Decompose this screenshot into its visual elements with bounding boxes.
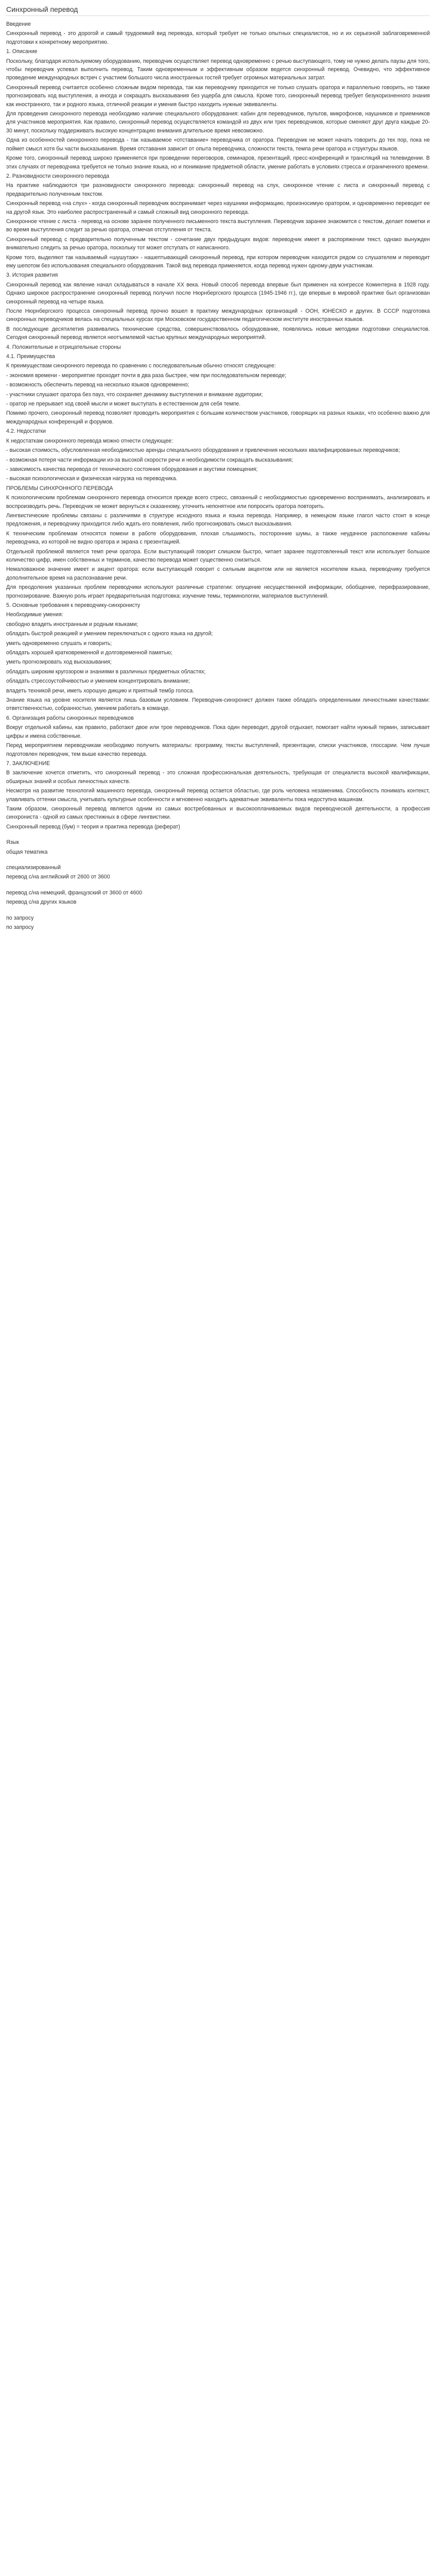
paragraph: - высокая психологическая и физическая нагрузка на переводчика. [6, 476, 178, 482]
meta-key: по запросу [6, 914, 34, 921]
paragraph: Синхронный перевод с предварительно полученным текстом - сочетание двух предыдущих видов: переводчик имеет в распоряжении текст, однако вынужден внимательно следить за речью оратора, поскольку тот может отступать от написанного. [6, 236, 430, 251]
paragraph: 1. Описание [6, 48, 38, 55]
paragraph: 2. Разновидности синхронного перевода [6, 173, 110, 179]
paragraph: обладать широким кругозором и знаниями в различных предметных областях; [6, 668, 206, 675]
paragraph: - возможность обеспечить перевод на несколько языков одновременно; [6, 382, 189, 388]
paragraph: Для проведения синхронного перевода необходимо наличие специального оборудования: кабин для переводчиков, пультов, микрофонов, наушников и приемников для участников мероприятия. Как правило, синхронный перевод осуществляется командой из двух или трех переводчиков, которые сменяют друг друга каждые 20-30 минут, поскольку поддерживать высокую концентрацию внимания длительное время невозможно. [6, 111, 430, 134]
paragraph: После Нюрнбергского процесса синхронный перевод прочно вошел в практику международных организаций - ООН, ЮНЕСКО и других. В СССР подготовка синхронных переводчиков велась на специальных курсах при Московском государственном педагогическом институте иностранных языков. [6, 308, 430, 323]
paragraph: Кроме того, синхронный перевод широко применяется при проведении переговоров, семинаров, презентаций, пресс-конференций и трансляций на телевидении. В этих случаях от переводчика требуется не только знание языка, но и понимание предметной области, умение работать в условиях стресса и ограниченного времени. [6, 155, 430, 170]
paragraph: Введение [6, 21, 31, 27]
paragraph: - оратор не прерывает ход своей мысли и может выступать в естественном для себя темпе. [6, 401, 241, 408]
paragraph: обладать стрессоустойчивостью и умением концентрировать внимание; [6, 678, 190, 685]
meta-key: Язык [6, 839, 19, 846]
paragraph: Необходимые умения: [6, 612, 63, 618]
paragraph: Помимо прочего, синхронный перевод позволяет проводить мероприятия с большим количеством участников, говорящих на разных языках, что особенно важно для международных конференций и форумов. [6, 410, 430, 425]
paragraph: Синхронный перевод (бум) = теория и практика перевода (реферат) [6, 823, 180, 830]
paragraph: В заключение хочется отметить, что синхронный перевод - это сложная профессиональная деятельность, требующая от специалиста высокой квалификации, обширных знаний и особых личностных качеств. [6, 770, 430, 785]
paragraph: 7. ЗАКЛЮЧЕНИЕ [6, 760, 50, 767]
paragraph: К преимуществам синхронного перевода по сравнению с последовательным обычно относят следующее: [6, 363, 276, 369]
paragraph: На практике наблюдаются три разновидности синхронного перевода: синхронный перевод на слух, синхронное чтение с листа и синхронный перевод с предварительно полученным текстом. [6, 182, 430, 197]
paragraph: 5. Основные требования к переводчику-синхронисту [6, 602, 141, 608]
paragraph: обладать быстрой реакцией и умением переключаться с одного языка на другой; [6, 631, 213, 637]
paragraph: Несмотря на развитие технологий машинного перевода, синхронный перевод остается областью, где роль человека незаменима. Способность понимать контекст, улавливать оттенки смысла, учитывать культурные особенности и мгновенно находить адекватные эквиваленты пока недоступна машинам. [6, 788, 430, 803]
paragraph: Одна из особенностей синхронного перевода - так называемое «отставание» переводчика от оратора. Переводчик не может начать говорить до тех пор, пока не поймет смысл хотя бы части высказывания. Время отставания зависит от опыта переводчика, сложности текста, темпа речи оратора и структуры языков. [6, 137, 430, 152]
paragraph: Вокруг отдельной кабины, как правило, работают двое или трое переводчиков. Пока один переводит, другой отдыхает, помогает найти нужный термин, записывает цифры и имена собственные. [6, 724, 430, 739]
paragraph: Синхронное чтение с листа - перевод на основе заранее полученного письменного текста выступления. Переводчик заранее знакомится с текстом, делает пометки и во время выступления следит за речью оратора, отмечая отступления от текста. [6, 218, 430, 233]
paragraph: 4. Положительные и отрицательные стороны [6, 344, 121, 350]
paragraph: ПРОБЛЕМЫ СИНХРОННОГО ПЕРЕВОДА [6, 485, 113, 492]
paragraph: 6. Организация работы синхронных переводчиков [6, 715, 134, 721]
paragraph: Отдельной проблемой является темп речи оратора. Если выступающий говорит слишком быстро, читает заранее подготовленный текст или использует большое количество цифр, имен собственных и терминов, качество перевода может существенно снизиться. [6, 548, 430, 563]
paragraph: 4.1. Преимущества [6, 353, 55, 360]
paragraph: Для преодоления указанных проблем переводчики используют различные стратегии: опущение несущественной информации, обобщение, перефразирование, прогнозирование. Важную роль играет предварительная подготовка: изучение темы, терминологии, материалов выступлений. [6, 584, 430, 599]
paragraph: Таким образом, синхронный перевод является одним из самых востребованных и высокооплачиваемых видов переводческой деятельности, а профессия синхрониста - одной из самых престижных в сфере лингвистики. [6, 805, 430, 821]
page [0, 0, 436, 942]
paragraph: - экономия времени - мероприятие проходит почти в два раза быстрее, чем при последовательном переводе; [6, 372, 287, 379]
meta-value: общая тематика [6, 849, 48, 855]
paragraph: К техническим проблемам относятся помехи в работе оборудования, плохая слышимость, посторонние шумы, а также неудачное расположение кабины переводчика, из которой не видно оратора и экрана с презентацией. [6, 530, 430, 546]
paragraph: свободно владеть иностранным и родным языками; [6, 621, 138, 628]
paragraph: обладать хорошей кратковременной и долговременной памятью; [6, 650, 172, 656]
paragraph: уметь одновременно слушать и говорить; [6, 640, 112, 647]
paragraph: - возможная потеря части информации из-за высокой скорости речи и необходимости сокращать высказывания; [6, 456, 293, 463]
meta-value: перевод с/на английский от 2600 от 3600 [6, 874, 110, 880]
paragraph: 3. История развития [6, 272, 58, 279]
paragraph: Синхронный перевод считается особенно сложным видом перевода, так как переводчику приходится не только слушать оратора и параллельно говорить, но также прогнозировать ход выступления, а иногда и сокращать высказывания без ущерба для смысла. Кроме того, синхронный перевод требует безукоризненного знания как иностранного, так и родного языка, отличной реакции и умения быстро находить нужные эквиваленты. [6, 84, 430, 108]
paragraph: Перед мероприятием переводчикам необходимо получить материалы: программу, тексты выступлений, презентации, списки участников, глоссарии. Чем лучше подготовлен переводчик, тем выше качество перевода. [6, 742, 430, 757]
document-body [6, 20, 430, 831]
paragraph: - зависимость качества перевода от технического состояния оборудования и акустики помещения; [6, 466, 258, 472]
paragraph: Немаловажное значение имеет и акцент оратора: если выступающий говорит с сильным акцентом или не является носителем языка, переводчику требуется дополнительное время на распознавание речи. [6, 566, 430, 581]
paragraph: Кроме того, выделяют так называемый «шушутаж» - нашептывающий синхронный перевод, при котором переводчик находится рядом со слушателем и переводит ему шепотом без использования специального оборудования. Такой вид перевода применяется, когда перевод нужен одному-двум участникам. [6, 254, 430, 269]
paragraph: - высокая стоимость, обусловленная необходимостью аренды специального оборудования и привлечения нескольких квалифицированных переводчиков; [6, 447, 400, 454]
paragraph: - участники слушают оратора без пауз, что сохраняет динамику выступления и внимание аудитории; [6, 391, 263, 398]
paragraph: Поскольку, благодаря используемому оборудованию, переводчик осуществляет перевод одновременно с речью выступающего, тому не нужно делать паузы для того, чтобы переводчик успевал выполнить перевод. Таким одновременным и эффективным образом ведется синхронный перевод. Очевидно, что эффективное проведение международных встреч с участием большого числа иностранных гостей требует огромных материальных затрат. [6, 58, 430, 81]
meta-value: по запросу [6, 924, 34, 930]
meta-key: перевод с/на немецкий, французский от 3600 от 4600 [6, 889, 143, 896]
meta-key: специализированный [6, 864, 61, 871]
paragraph: владеть техникой речи, иметь хорошую дикцию и приятный тембр голоса. [6, 687, 195, 694]
paragraph: 4.2. Недостатки [6, 428, 46, 435]
paragraph: Синхронный перевод как явление начал складываться в начале XX века. Новый способ перевода впервые был применен на конгрессе Коминтерна в 1928 году. Однако широкое распространение синхронный перевод получил после Нюрнбергского процесса (1945-1946 гг.), где впервые в мировой практике был организован синхронный перевод на четыре языка. [6, 281, 430, 305]
paragraph: Лингвистические проблемы связаны с различиями в структуре исходного языка и языка перевода. Например, в немецком языке глагол часто стоит в конце предложения, и переводчику приходится либо ждать его появления, либо прогнозировать смысл высказывания. [6, 512, 430, 528]
paragraph: В последующие десятилетия развивались технические средства, совершенствовалось оборудование, появлялись новые методики подготовки специалистов. Сегодня синхронный перевод является неотъемлемой частью крупных международных мероприятий. [6, 326, 430, 341]
paragraph: Синхронный перевод - это дорогой и самый трудоемкий вид перевода, который требует не только опытных специалистов, но и их серьезной заблаговременной подготовки к конкретному мероприятию. [6, 30, 430, 45]
meta-value: перевод с/на других языков [6, 899, 77, 906]
page-title: Синхронный перевод [6, 5, 430, 16]
paragraph: Знание языка на уровне носителя является лишь базовым условием. Переводчик-синхронист должен также обладать определенными личностными качествами: ответственностью, собранностью, умением работать в команде. [6, 697, 430, 712]
paragraph: К недостаткам синхронного перевода можно отнести следующее: [6, 437, 173, 444]
paragraph: уметь прогнозировать ход высказывания; [6, 659, 112, 666]
meta-list [6, 838, 430, 931]
paragraph: К психологическим проблемам синхронного перевода относится прежде всего стресс, связанный с необходимостью одновременно воспринимать, анализировать и воспроизводить речь. Переводчик не может вернуться к сказанному, уточнить непонятное или попросить оратора повторить. [6, 495, 430, 510]
paragraph: Синхронный перевод «на слух» - когда синхронный переводчик воспринимает через наушники информацию, произносимую оратором, и одновременно переводит ее на другой язык. Это наиболее распространенный и самый сложный вид синхронного перевода. [6, 200, 430, 215]
